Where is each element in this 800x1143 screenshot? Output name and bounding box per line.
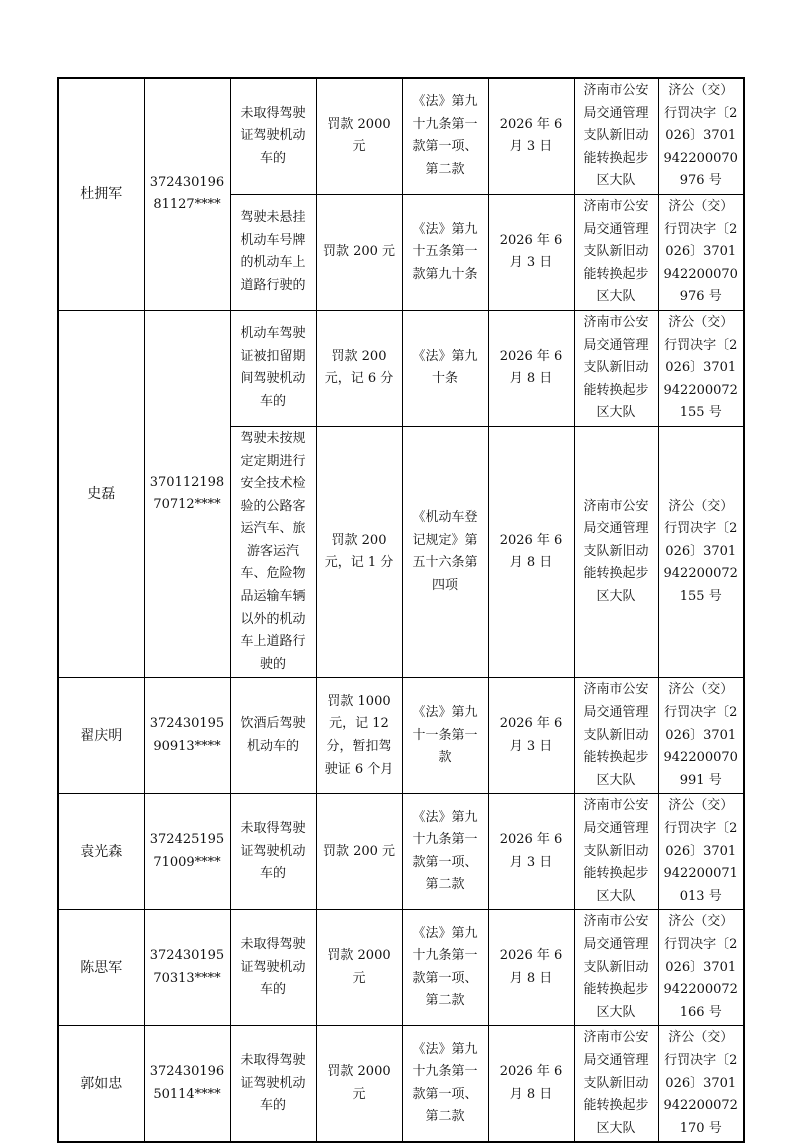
decision-date: 2026 年 6 月 3 日 [488,194,574,310]
table-row [58,794,744,910]
penalty: 罚款 200 元，记 1 分 [316,426,402,678]
id-number: 37243019681127**** [144,78,230,310]
id-number: 37243019590913**** [144,678,230,794]
id-number: 37242519571009**** [144,794,230,910]
legal-basis: 《法》第九十九条第一款第一项、第二款 [402,910,488,1026]
decision-number: 济公（交）行罚决字〔2026〕3701942200072170 号 [658,1026,744,1142]
person-name: 郭如忠 [58,1026,144,1142]
penalty: 罚款 1000 元，记 12 分，暂扣驾驶证 6 个月 [316,678,402,794]
decision-number: 济公（交）行罚决字〔2026〕3701942200072166 号 [658,910,744,1026]
decision-date: 2026 年 6 月 8 日 [488,1026,574,1142]
id-number: 37243019570313**** [144,910,230,1026]
decision-number: 济公（交）行罚决字〔2026〕3701942200070991 号 [658,678,744,794]
penalty: 罚款 200 元，记 6 分 [316,310,402,426]
decision-date: 2026 年 6 月 8 日 [488,910,574,1026]
issuing-authority: 济南市公安局交通管理支队新旧动能转换起步区大队 [574,794,658,910]
issuing-authority: 济南市公安局交通管理支队新旧动能转换起步区大队 [574,678,658,794]
issuing-authority: 济南市公安局交通管理支队新旧动能转换起步区大队 [574,310,658,426]
penalty: 罚款 200 元 [316,194,402,310]
table-row [58,78,744,194]
id-number: 37011219870712**** [144,310,230,678]
table-row [58,310,744,426]
violation: 未取得驾驶证驾驶机动车的 [230,910,316,1026]
decision-number: 济公（交）行罚决字〔2026〕3701942200070976 号 [658,78,744,194]
legal-basis: 《法》第九十九条第一款第一项、第二款 [402,1026,488,1142]
issuing-authority: 济南市公安局交通管理支队新旧动能转换起步区大队 [574,78,658,194]
person-name: 史磊 [58,310,144,678]
decision-date: 2026 年 6 月 3 日 [488,678,574,794]
table-row [58,678,744,794]
person-name: 杜拥军 [58,78,144,310]
violation: 未取得驾驶证驾驶机动车的 [230,1026,316,1142]
penalty: 罚款 2000 元 [316,1026,402,1142]
penalty: 罚款 2000 元 [316,78,402,194]
penalty-table [57,77,745,1143]
decision-number: 济公（交）行罚决字〔2026〕3701942200070976 号 [658,194,744,310]
legal-basis: 《法》第九十五条第一款第九十条 [402,194,488,310]
violation: 驾驶未悬挂机动车号牌的机动车上道路行驶的 [230,194,316,310]
decision-date: 2026 年 6 月 3 日 [488,794,574,910]
decision-date: 2026 年 6 月 8 日 [488,310,574,426]
decision-number: 济公（交）行罚决字〔2026〕3701942200072155 号 [658,310,744,426]
issuing-authority: 济南市公安局交通管理支队新旧动能转换起步区大队 [574,426,658,678]
issuing-authority: 济南市公安局交通管理支队新旧动能转换起步区大队 [574,910,658,1026]
legal-basis: 《法》第九十九条第一款第一项、第二款 [402,794,488,910]
decision-date: 2026 年 6 月 8 日 [488,426,574,678]
person-name: 陈思军 [58,910,144,1026]
violation: 驾驶未按规定定期进行安全技术检验的公路客运汽车、旅游客运汽车、危险物品运输车辆以外的机动车上道路行驶的 [230,426,316,678]
decision-number: 济公（交）行罚决字〔2026〕3701942200072155 号 [658,426,744,678]
id-number: 37243019650114**** [144,1026,230,1142]
penalty: 罚款 2000 元 [316,910,402,1026]
person-name: 翟庆明 [58,678,144,794]
decision-date: 2026 年 6 月 3 日 [488,78,574,194]
violation: 未取得驾驶证驾驶机动车的 [230,794,316,910]
table-row [58,910,744,1026]
legal-basis: 《法》第九十九条第一款第一项、第二款 [402,78,488,194]
table-row [58,1026,744,1142]
legal-basis: 《法》第九十条 [402,310,488,426]
violation: 机动车驾驶证被扣留期间驾驶机动车的 [230,310,316,426]
legal-basis: 《法》第九十一条第一款 [402,678,488,794]
issuing-authority: 济南市公安局交通管理支队新旧动能转换起步区大队 [574,194,658,310]
violation: 饮酒后驾驶机动车的 [230,678,316,794]
legal-basis: 《机动车登记规定》第五十六条第四项 [402,426,488,678]
violation: 未取得驾驶证驾驶机动车的 [230,78,316,194]
decision-number: 济公（交）行罚决字〔2026〕3701942200071013 号 [658,794,744,910]
person-name: 袁光森 [58,794,144,910]
issuing-authority: 济南市公安局交通管理支队新旧动能转换起步区大队 [574,1026,658,1142]
penalty: 罚款 200 元 [316,794,402,910]
